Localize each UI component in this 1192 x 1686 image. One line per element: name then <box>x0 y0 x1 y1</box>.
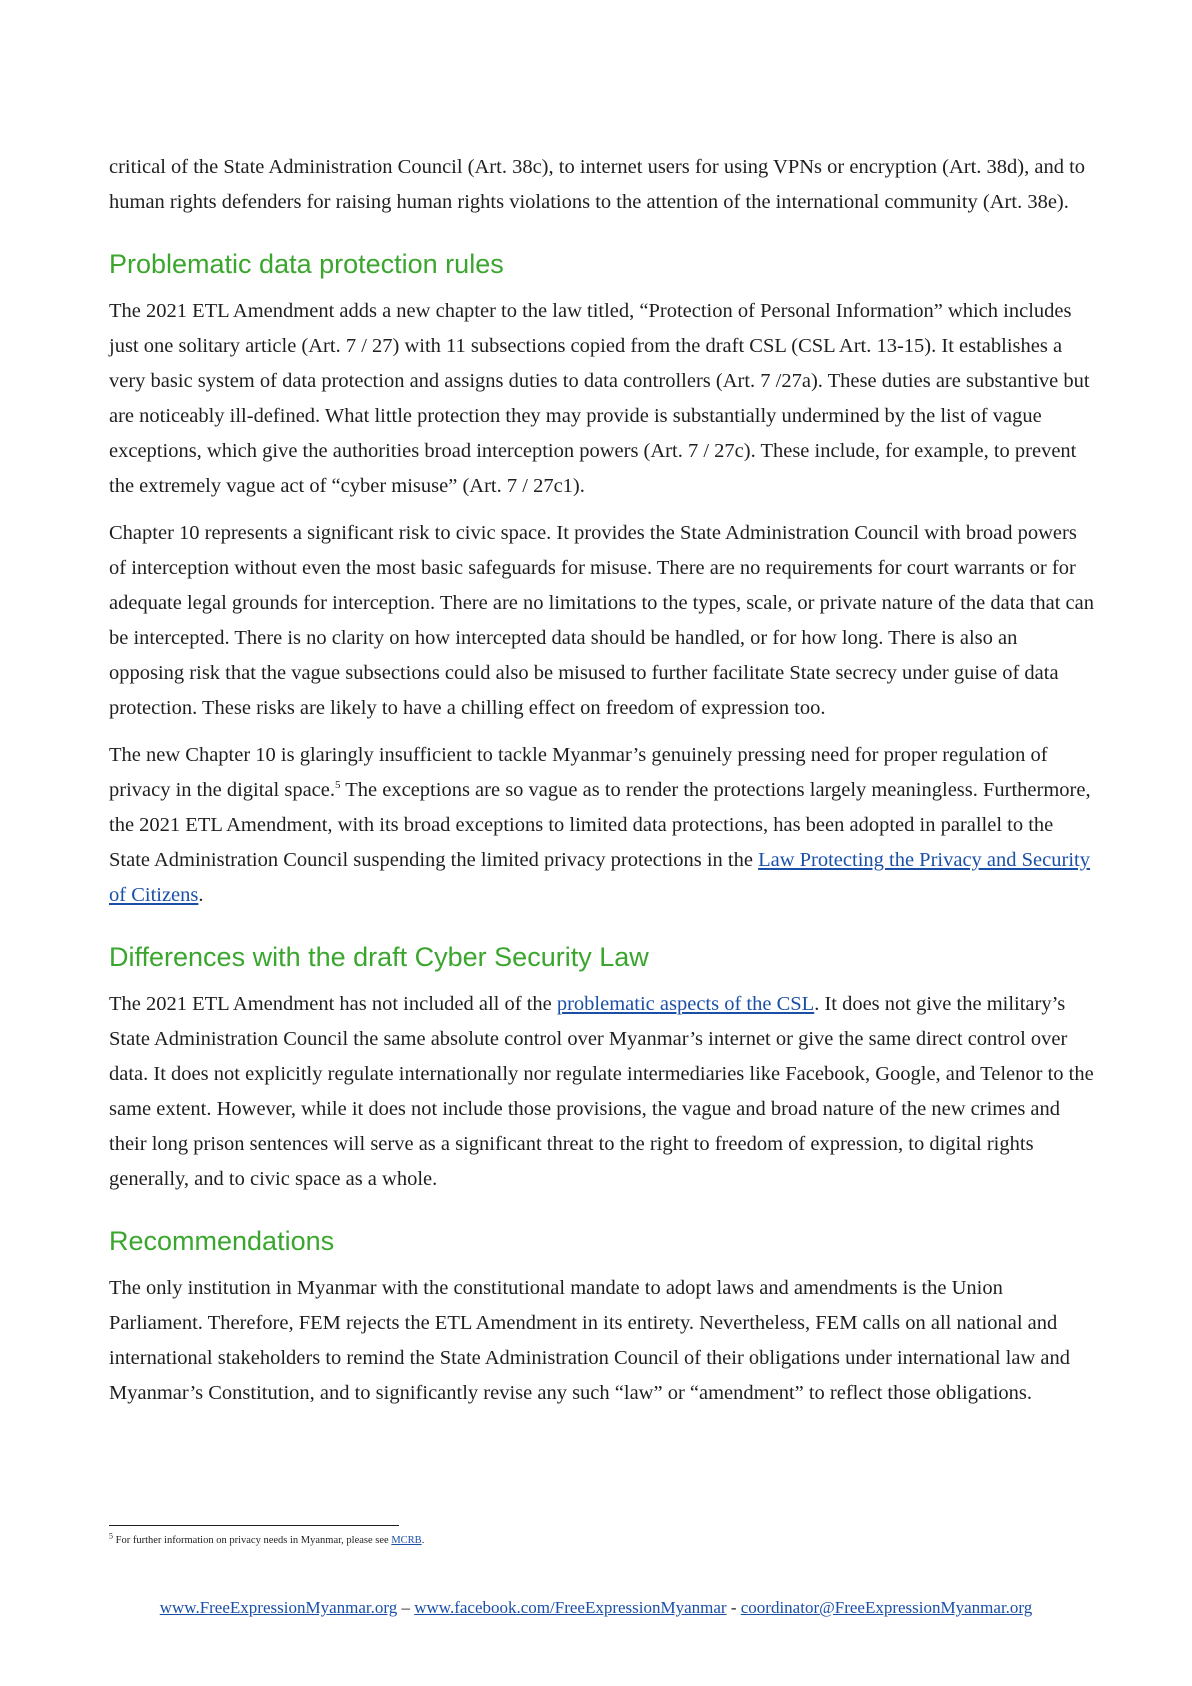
footer-separator: - <box>726 1598 741 1617</box>
recommendations-paragraph: The only institution in Myanmar with the constitutional mandate to adopt laws and amendments is the Union Parliament. Therefore, FEM rejects the ETL Amendment in its entirety. Nevertheless, FEM calls on all national and international stakeholders to remind the State Administration Council of their obligations under international law and Myanmar’s Constitution, and to significantly revise any such “law” or “amendment” to reflect those obligations. <box>109 1277 1071 1404</box>
footer-separator: – <box>397 1598 415 1617</box>
footnote <box>109 1533 424 1549</box>
email-link[interactable]: coordinator@FreeExpressionMyanmar.org <box>740 1598 1033 1617</box>
data-protection-paragraph-1: The 2021 ETL Amendment adds a new chapter to the law titled, “Protection of Personal Information” which includes just one solitary article (Art. 7 / 27) with 11 subsections copied from the draft CSL (CSL Art. 13-15). It establishes a very basic system of data protection and assigns duties to data controllers (Art. 7 /27a). These duties are substantive but are noticeably ill-defined. What little protection they may provide is substantially undermined by the list of vague exceptions, which give the authorities broad interception powers (Art. 7 / 27c). These include, for example, to prevent the extremely vague act of “cyber misuse” (Art. 7 / 27c1). <box>109 300 1090 497</box>
csl-aspects-link[interactable]: problematic aspects of the CSL <box>556 993 815 1015</box>
paragraph-text: . <box>198 884 204 906</box>
facebook-link[interactable]: www.facebook.com/FreeExpressionMyanmar <box>414 1598 727 1617</box>
mcrb-link[interactable]: MCRB <box>391 1535 422 1546</box>
privacy-law-link[interactable]: Law Protecting the Privacy and Security of Citizens <box>109 849 1090 906</box>
differences-paragraph <box>109 987 1094 1197</box>
footnote-reference[interactable]: 5 <box>335 779 341 792</box>
document-body <box>109 150 1094 1423</box>
footnote-divider <box>109 1525 399 1526</box>
paragraph-text: . It does not give the military’s State Administration Council the same absolute control over Myanmar’s internet or give the same direct control over data. It does not explicitly regulate internationally nor regulate intermediaries like Facebook, Google, and Telenor to the same extent. However, while it does not include those provisions, the vague and broad nature of the new crimes and their long prison sentences will serve as a significant threat to the right to freedom of expression, to digital rights generally, and to civic space as a whole. <box>109 993 1094 1190</box>
footnote-number: 5 <box>109 1531 113 1541</box>
data-protection-paragraph-3 <box>109 738 1094 913</box>
footnote-end: . <box>421 1535 425 1546</box>
paragraph-text: The 2021 ETL Amendment has not included all of the <box>109 993 557 1015</box>
section-heading-data-protection: Problematic data protection rules <box>109 249 504 279</box>
data-protection-paragraph-2: Chapter 10 represents a significant risk to civic space. It provides the State Administration Council with broad powers of interception without even the most basic safeguards for misuse. There are no requirements for court warrants or for adequate legal grounds for interception. There are no limitations to the types, scale, or private nature of the data that can be intercepted. There is no clarity on how intercepted data should be handled, or for how long. There is also an opposing risk that the vague subsections could also be misused to further facilitate State secrecy under guise of data protection. These risks are likely to have a chilling effect on freedom of expression too. <box>109 522 1094 719</box>
section-heading-differences: Differences with the draft Cyber Security Law <box>109 942 649 972</box>
website-link[interactable]: www.FreeExpressionMyanmar.org <box>159 1598 398 1617</box>
paragraph-text: The exceptions are so vague as to render the protections largely meaningless. Furthermore, the 2021 ETL Amendment, with its broad exceptions to limited data protections, has been adopted in parallel to the State Administration Council suspending the limited privacy protections in the <box>109 779 1091 871</box>
page-footer <box>0 1598 1192 1618</box>
footnote-text: For further information on privacy needs in Myanmar, please see <box>113 1535 392 1546</box>
paragraph-text: The new Chapter 10 is glaringly insufficient to tackle Myanmar’s genuinely pressing need for proper regulation of privacy in the digital space. <box>109 744 1048 801</box>
section-heading-recommendations: Recommendations <box>109 1226 335 1256</box>
intro-paragraph: critical of the State Administration Council (Art. 38c), to internet users for using VPNs or encryption (Art. 38d), and to human rights defenders for raising human rights violations to the attention of the international community (Art. 38e). <box>109 156 1086 213</box>
